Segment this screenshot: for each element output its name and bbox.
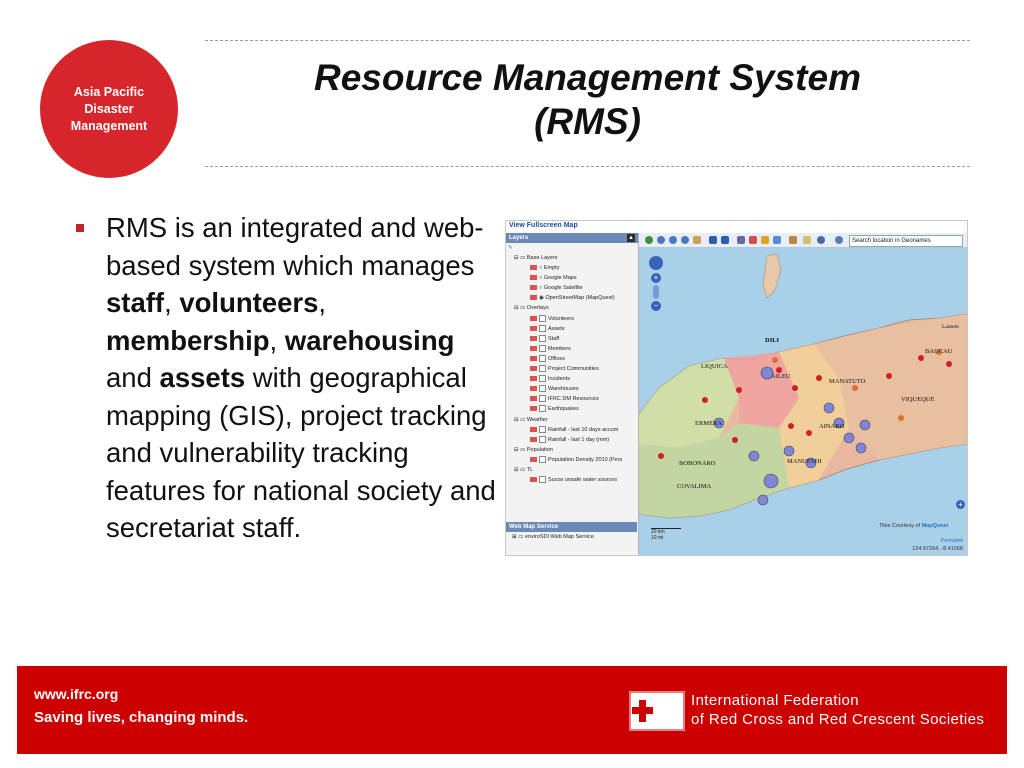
overlay-item-6[interactable] <box>508 374 638 384</box>
overlay-item-label: Project Communities <box>548 366 599 373</box>
body-assets: assets <box>159 362 246 393</box>
geonames-search-input[interactable] <box>849 235 963 247</box>
weather-label: Weather <box>526 416 548 423</box>
tiles-brand[interactable]: MapQuest <box>921 523 949 529</box>
print-icon[interactable] <box>803 236 811 244</box>
layer-icon <box>530 386 537 391</box>
overlay-item-label: Offices <box>548 355 566 362</box>
zoom-box-icon[interactable] <box>681 236 689 244</box>
base-layers-label: Base Layers <box>526 255 558 261</box>
rms-screenshot <box>505 220 968 556</box>
pin-marker[interactable] <box>736 387 742 393</box>
zoom-in-button-icon[interactable]: + <box>651 273 661 283</box>
layer-icon <box>530 295 537 300</box>
badge-line-1: Asia Pacific <box>73 84 145 99</box>
pin-marker[interactable] <box>918 355 924 361</box>
scale-bar <box>651 528 681 541</box>
overlays-label: Overlays <box>526 305 549 312</box>
pin-marker[interactable] <box>788 423 794 429</box>
screenshot-topbar <box>506 221 967 233</box>
back-arrow-icon[interactable] <box>709 236 717 244</box>
checkbox[interactable] <box>539 385 546 392</box>
weather-item-0[interactable] <box>508 425 638 435</box>
checkbox[interactable] <box>539 315 546 322</box>
overlay-item-8[interactable] <box>508 394 638 404</box>
map-label-ainaro: AINARO <box>819 423 845 430</box>
cluster-marker[interactable] <box>860 420 870 430</box>
overlay-item-label: IFRC DM Resources <box>548 396 599 403</box>
cluster-marker[interactable] <box>856 443 866 453</box>
forward-arrow-icon[interactable] <box>721 236 729 244</box>
map-label-bobonaro: BOBONARO <box>679 460 716 467</box>
body-membership: membership <box>106 324 270 356</box>
wms-item-label: enviroSDI Web Map Service <box>524 534 594 540</box>
tree-population[interactable]: ⊟ ▭ Population <box>514 446 553 453</box>
layers-panel <box>506 233 639 555</box>
body-rest: with geographical mapping (GIS), project tracking and vulnerability tracking features for national society and secretariat staff. <box>106 362 496 543</box>
permalink[interactable]: Permalink <box>940 538 963 544</box>
layer-icon <box>530 406 537 411</box>
tl-item-0[interactable] <box>508 475 638 485</box>
weather-item-label: Rainfall - last 10 days accum <box>548 426 619 433</box>
pin-marker[interactable] <box>792 385 798 391</box>
badge-line-2: Disaster <box>84 101 134 116</box>
search-icon[interactable] <box>835 236 843 244</box>
map-label-viqueque: VIQUEQUE <box>901 396 935 403</box>
wms-title: Web Map Service <box>509 524 559 530</box>
body-comma-1: , <box>164 287 180 318</box>
base-item-2[interactable]: ○ Google Satellite <box>508 283 638 293</box>
checkbox[interactable] <box>539 436 546 443</box>
body-and: and <box>106 362 160 393</box>
tree-overlays[interactable]: ⊟ ▭ Overlays <box>514 305 549 312</box>
title-line-1: Resource Management System <box>314 57 861 98</box>
base-item-label: Google Satellite <box>543 285 583 292</box>
layer-icon <box>530 437 537 442</box>
layer-icon <box>530 366 537 371</box>
tiles-credit <box>879 523 948 529</box>
zoom-extent-icon[interactable] <box>645 236 653 244</box>
atauro-island <box>763 254 781 298</box>
zoom-slider[interactable] <box>653 285 659 299</box>
cluster-marker[interactable] <box>764 474 778 488</box>
tree-weather[interactable]: ⊟ ▭ Weather <box>514 416 548 423</box>
wms-header[interactable] <box>506 522 637 532</box>
zoom-out-button-icon[interactable]: − <box>651 301 661 311</box>
checkbox[interactable] <box>539 375 546 382</box>
layer-icon <box>530 427 537 432</box>
search-placeholder: Search location in Geonames <box>852 238 931 244</box>
save-icon[interactable] <box>737 236 745 244</box>
map-label-lautem: Lautem <box>942 324 959 330</box>
pin-marker[interactable] <box>816 375 822 381</box>
base-item-0[interactable]: ○ Empty <box>508 263 638 273</box>
wms-item[interactable]: ⊞ ▭ enviroSDI Web Map Service <box>512 534 594 540</box>
collapse-icon[interactable]: ▲ <box>628 235 634 241</box>
coordinates-readout: 124.97264, -8.41068 <box>912 546 963 552</box>
footer-tagline: Saving lives, changing minds. <box>34 709 249 726</box>
globe-icon[interactable] <box>817 236 825 244</box>
bullet-marker <box>76 224 84 232</box>
ifrc-name-line-1: International Federation <box>691 692 860 709</box>
badge-line-3: Management <box>70 118 148 133</box>
checkbox[interactable] <box>539 365 546 372</box>
map-label-covalima: COVALIMA <box>677 483 712 490</box>
map-toolbar <box>639 233 967 248</box>
weather-item-1[interactable] <box>508 435 638 445</box>
checkbox[interactable] <box>539 476 546 483</box>
pin-marker[interactable] <box>946 361 952 367</box>
overlay-item-9[interactable] <box>508 404 638 414</box>
checkbox[interactable] <box>539 345 546 352</box>
pin-marker[interactable] <box>658 453 664 459</box>
checkbox[interactable] <box>539 335 546 342</box>
cluster-marker[interactable] <box>824 403 834 413</box>
overlay-item-label: Earthquakes <box>548 406 579 413</box>
layer-icon <box>530 346 537 351</box>
pin-marker[interactable] <box>772 357 778 363</box>
map-label-dili: DILI <box>765 337 780 344</box>
pin-marker[interactable] <box>852 385 858 391</box>
cluster-marker[interactable] <box>758 495 768 505</box>
tree-tl[interactable]: ⊟ ▭ TL <box>514 466 534 473</box>
layer-icon <box>530 336 537 341</box>
overlay-item-4[interactable] <box>508 354 638 364</box>
map-label-manatuto: MANATUTO <box>829 378 866 385</box>
overlay-item-label: Assets <box>548 325 565 332</box>
wrench-row <box>508 243 638 253</box>
red-cross-horizontal <box>632 707 653 714</box>
layer-icon <box>530 356 537 361</box>
draw-icon[interactable] <box>761 236 769 244</box>
title-line-2: (RMS) <box>534 101 641 142</box>
slide-title <box>205 56 970 144</box>
pin-marker[interactable] <box>806 430 812 436</box>
footer-bar <box>17 666 1007 754</box>
checkbox[interactable] <box>539 456 546 463</box>
checkbox[interactable] <box>539 395 546 402</box>
tl-item-label: Sucos unsafe water sources <box>548 477 618 484</box>
overlay-item-label: Volunteers <box>548 315 574 322</box>
layer-icon <box>530 275 537 280</box>
fullscreen-link[interactable]: View Fullscreen Map <box>509 222 578 229</box>
pin-marker[interactable] <box>898 415 904 421</box>
base-item-1[interactable]: ○ Google Maps <box>508 273 638 283</box>
checkbox[interactable] <box>539 405 546 412</box>
map-label-baucau: BAUCAU <box>925 348 953 355</box>
base-item-label: Google Maps <box>543 275 577 282</box>
measure-icon[interactable] <box>749 236 757 244</box>
body-comma-2: , <box>318 287 327 318</box>
bottom-dashed-rule <box>205 166 970 167</box>
overlay-item-label: Incidents <box>548 376 571 383</box>
overlay-item-1[interactable] <box>508 324 638 334</box>
wrench-icon[interactable]: ✎ <box>508 245 513 251</box>
overlay-item-7[interactable] <box>508 384 638 394</box>
layer-icon <box>530 477 537 482</box>
population-item-0[interactable] <box>508 455 638 465</box>
ifrc-logo-icon <box>629 691 685 731</box>
pin-marker[interactable] <box>732 437 738 443</box>
weather-item-label: Rainfall - last 1 day (mm) <box>548 436 610 443</box>
tl-label: TL <box>526 466 534 473</box>
region-badge <box>40 40 178 178</box>
map-label-manufahi: MANUFAHI <box>787 458 822 465</box>
body-warehousing: warehousing <box>284 324 455 356</box>
map-label-ermera: ERMERA <box>695 420 723 427</box>
layer-icon <box>530 376 537 381</box>
overlay-item-3[interactable] <box>508 344 638 354</box>
layer-icon <box>530 265 537 270</box>
overlay-item-label: Warehouses <box>548 386 579 393</box>
layer-icon <box>530 457 537 462</box>
cluster-marker[interactable] <box>844 433 854 443</box>
footer-url[interactable]: www.ifrc.org <box>34 686 119 702</box>
base-item-3[interactable]: ◉ OpenStreetMap (MapQuest) <box>508 293 638 303</box>
body-comma-3: , <box>269 324 285 356</box>
top-dashed-rule <box>205 40 970 41</box>
population-item-label: Population Density 2010 (Pers <box>548 456 623 463</box>
overlay-item-5[interactable] <box>508 364 638 374</box>
layers-header <box>506 233 638 243</box>
layer-icon <box>530 316 537 321</box>
pan-zoom-control[interactable] <box>649 256 663 316</box>
body-volunteers: volunteers <box>179 287 319 318</box>
cluster-marker[interactable] <box>784 446 794 456</box>
checkbox[interactable] <box>539 325 546 332</box>
layers-title: Layers <box>509 235 529 241</box>
overlay-item-0[interactable] <box>508 314 638 324</box>
body-staff: staff <box>106 287 165 318</box>
checkbox[interactable] <box>539 426 546 433</box>
tree-base-layers[interactable]: ⊟ ▭ Base Layers <box>514 255 558 261</box>
layer-icon <box>530 285 537 290</box>
pan-control-icon[interactable] <box>649 256 663 270</box>
scale-mi: 10 mi <box>651 535 664 541</box>
pan-hand-icon[interactable] <box>693 236 701 244</box>
body-intro: RMS is an integrated and web-based system which manages <box>106 212 484 281</box>
overlay-item-label: Members <box>548 345 571 352</box>
map-label-liquica: LIQUICA <box>701 363 728 370</box>
layers-icon[interactable] <box>773 236 781 244</box>
cluster-marker[interactable] <box>749 451 759 461</box>
ifrc-name-line-2: of Red Cross and Red Crescent Societies <box>691 711 985 728</box>
pin-marker[interactable] <box>886 373 892 379</box>
person-icon[interactable] <box>789 236 797 244</box>
layer-tree <box>506 243 638 485</box>
expand-icon[interactable]: + <box>956 500 965 509</box>
zoom-in-icon[interactable] <box>657 236 665 244</box>
zoom-out-icon[interactable] <box>669 236 677 244</box>
population-label: Population <box>526 446 553 453</box>
scale-km: 20 km <box>651 529 665 535</box>
base-item-label: Empty <box>543 265 560 272</box>
layer-icon <box>530 396 537 401</box>
pin-marker[interactable] <box>702 397 708 403</box>
ifrc-emblem <box>629 691 685 731</box>
map-label-aileu: AILEU <box>771 373 791 380</box>
overlay-item-label: Staff <box>548 335 560 342</box>
checkbox[interactable] <box>539 355 546 362</box>
bullet-text <box>106 209 501 547</box>
tiles-text: Tiles Courtesy of <box>879 523 922 529</box>
overlay-item-2[interactable] <box>508 334 638 344</box>
map-view[interactable] <box>639 248 967 555</box>
layer-icon <box>530 326 537 331</box>
base-item-label: OpenStreetMap (MapQuest) <box>545 295 615 302</box>
